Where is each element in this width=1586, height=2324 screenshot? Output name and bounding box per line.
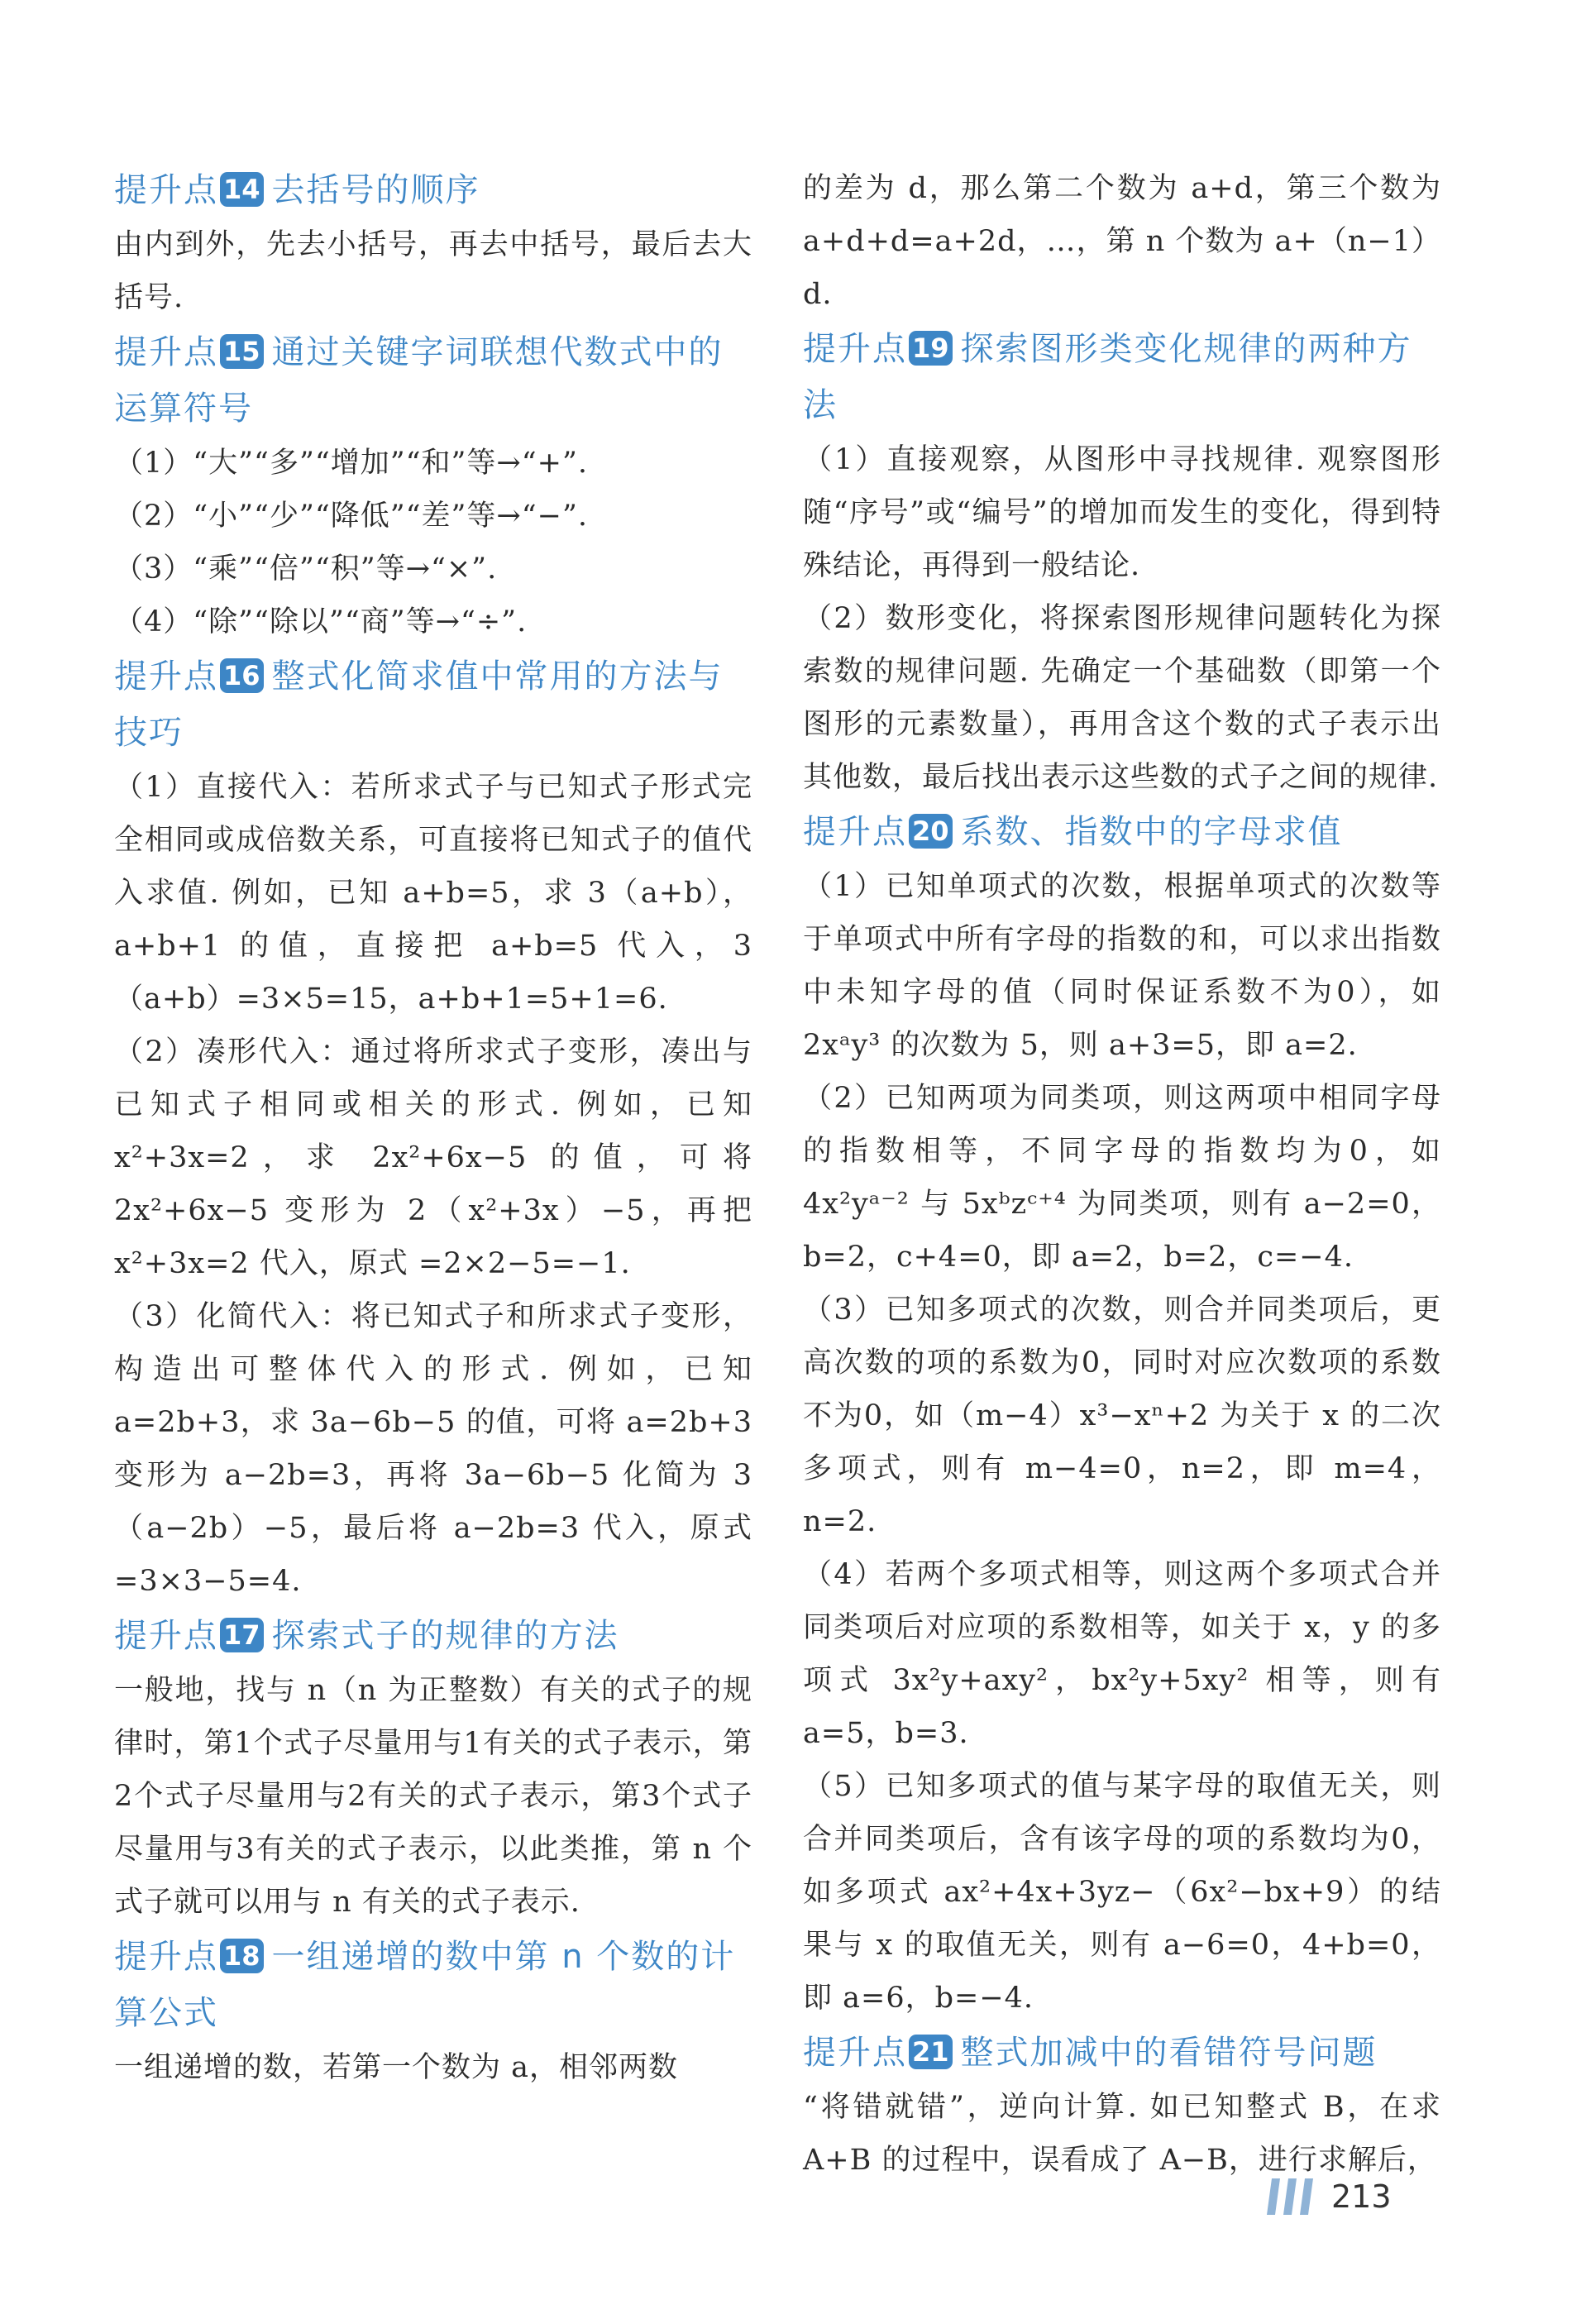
point-number-badge: 14 bbox=[220, 172, 264, 207]
heading-title: 去括号的顺序 bbox=[271, 171, 480, 209]
heading-label: 提升点 bbox=[114, 658, 218, 696]
page-folio bbox=[1267, 2172, 1392, 2221]
body-paragraph: （2）凑形代入：通过将所求式子变形，凑出与已知式子相同或相关的形式. 例如，已知 x²+3x=2，求 2x²+6x−5 的值，可将 2x²+6x−5 变形为 2（x²+3x）−5，再把 x²+3x=2 代入，原式 =2×2−5=−1. bbox=[114, 1035, 752, 1280]
body-paragraph: （4）若两个多项式相等，则这两个多项式合并同类项后对应项的系数相等，如关于 x，y 的多项式 3x²y+axy²，bx²y+5xy² 相等，则有 a=5，b=3. bbox=[803, 1558, 1441, 1750]
body-paragraph: “将错就错”，逆向计算. 如已知整式 B，在求 A+B 的过程中，误看成了 A−B，进行求解后， bbox=[803, 2091, 1441, 2177]
body-paragraph: （1）直接代入：若所求式子与已知式子形式完全相同或成倍数关系，可直接将已知式子的值代入求值. 例如，已知 a+b=5，求 3（a+b），a+b+1 的值，直接把 a+b=5 代入，3（a+b）=3×5=15，a+b+1=5+1=6. bbox=[114, 771, 752, 1016]
section-heading bbox=[114, 1608, 752, 1664]
heading-title: 通过关键字词联想代数式中的运算符号 bbox=[114, 333, 724, 428]
section-heading bbox=[803, 321, 1441, 433]
slash-stripes-icon bbox=[1267, 2178, 1321, 2215]
section-heading bbox=[114, 648, 752, 761]
point-number-badge: 21 bbox=[909, 2035, 953, 2069]
body-paragraph: （3）已知多项式的次数，则合并同类项后，更高次数的项的系数为0，同时对应次数项的系数不为0，如（m−4）x³−xⁿ+2 为关于 x 的二次多项式，则有 m−4=0，n=2，即 m=4，n=2. bbox=[803, 1294, 1441, 1538]
heading-title: 整式加减中的看错符号问题 bbox=[960, 2034, 1378, 2072]
body-paragraph: （3）“乘”“倍”“积”等→“×”. bbox=[114, 552, 498, 586]
body-paragraph: （1）直接观察，从图形中寻找规律. 观察图形随“序号”或“编号”的增加而发生的变化，得到特殊结论，再得到一般结论. bbox=[803, 443, 1441, 582]
heading-title: 系数、指数中的字母求值 bbox=[960, 813, 1343, 851]
heading-title: 整式化简求值中常用的方法与技巧 bbox=[114, 658, 724, 752]
section-heading bbox=[803, 2025, 1441, 2081]
heading-label: 提升点 bbox=[114, 171, 218, 209]
body-paragraph: （3）化简代入：将已知式子和所求式子变形，构造出可整体代入的形式. 例如，已知 a=2b+3，求 3a−6b−5 的值，可将 a=2b+3 变形为 a−2b=3，再将 3a−6b−5 化简为 3（a−2b）−5，最后将 a−2b=3 代入，原式 =3×3−5=4. bbox=[114, 1300, 752, 1598]
heading-title: 探索式子的规律的方法 bbox=[271, 1617, 619, 1655]
heading-label: 提升点 bbox=[114, 333, 218, 371]
heading-title: 探索图形类变化规律的两种方法 bbox=[803, 330, 1412, 424]
right-column bbox=[803, 162, 1441, 2187]
body-paragraph: 的差为 d，那么第二个数为 a+d，第三个数为 a+d+d=a+2d，…，第 n 个数为 a+（n−1）d. bbox=[803, 172, 1441, 311]
body-paragraph: 由内到外，先去小括号，再去中括号，最后去大括号. bbox=[114, 228, 752, 314]
page bbox=[21, 22, 1565, 2302]
section-heading bbox=[114, 162, 752, 218]
heading-label: 提升点 bbox=[114, 1617, 218, 1655]
body-paragraph: （2）数形变化，将探索图形规律问题转化为探索数的规律问题. 先确定一个基础数（即第一个图形的元素数量），再用含这个数的式子表示出其他数，最后找出表示这些数的式子之间的规律. bbox=[803, 602, 1441, 794]
point-number-badge: 16 bbox=[220, 658, 264, 693]
left-column bbox=[114, 162, 752, 2094]
heading-title: 一组递增的数中第 n 个数的计算公式 bbox=[114, 1938, 736, 2032]
section-heading bbox=[114, 324, 752, 437]
section-heading bbox=[803, 804, 1441, 860]
section-heading bbox=[114, 1929, 752, 2041]
body-paragraph: 一般地，找与 n（n 为正整数）有关的式子的规律时，第1个式子尽量用与1有关的式子表示，第2个式子尽量用与2有关的式子表示，第3个式子尽量用与3有关的式子表示，以此类推，第 n 个式子就可以用与 n 有关的式子表示. bbox=[114, 1674, 752, 1919]
body-paragraph: （2）已知两项为同类项，则这两项中相同字母的指数相等，不同字母的指数均为0，如 4x²yᵃ⁻² 与 5xᵇzᶜ⁺⁴ 为同类项，则有 a−2=0，b=2，c+4=0，即 a=2，b=2，c=−4. bbox=[803, 1082, 1441, 1274]
heading-label: 提升点 bbox=[114, 1938, 218, 1976]
body-paragraph: （1）已知单项式的次数，根据单项式的次数等于单项式中所有字母的指数的和，可以求出指数中未知字母的值（同时保证系数不为0），如 2xᵃy³ 的次数为 5，则 a+3=5，即 a=2. bbox=[803, 870, 1441, 1062]
point-number-badge: 15 bbox=[220, 334, 264, 369]
point-number-badge: 19 bbox=[909, 331, 953, 366]
body-paragraph: （4）“除”“除以”“商”等→“÷”. bbox=[114, 605, 528, 638]
body-paragraph: （2）“小”“少”“降低”“差”等→“−”. bbox=[114, 500, 588, 533]
point-number-badge: 17 bbox=[220, 1618, 264, 1652]
body-paragraph: 一组递增的数，若第一个数为 a，相邻两数 bbox=[114, 2051, 678, 2084]
point-number-badge: 20 bbox=[909, 814, 953, 849]
heading-label: 提升点 bbox=[803, 330, 907, 368]
page-number: 213 bbox=[1331, 2178, 1392, 2215]
heading-label: 提升点 bbox=[803, 2034, 907, 2072]
body-paragraph: （5）已知多项式的值与某字母的取值无关，则合并同类项后，含有该字母的项的系数均为0，如多项式 ax²+4x+3yz−（6x²−bx+9）的结果与 x 的取值无关，则有 a−6=0，4+b=0，即 a=6，b=−4. bbox=[803, 1770, 1441, 2015]
body-paragraph: （1）“大”“多”“增加”“和”等→“+”. bbox=[114, 447, 588, 480]
point-number-badge: 18 bbox=[220, 1939, 264, 1973]
heading-label: 提升点 bbox=[803, 813, 907, 851]
